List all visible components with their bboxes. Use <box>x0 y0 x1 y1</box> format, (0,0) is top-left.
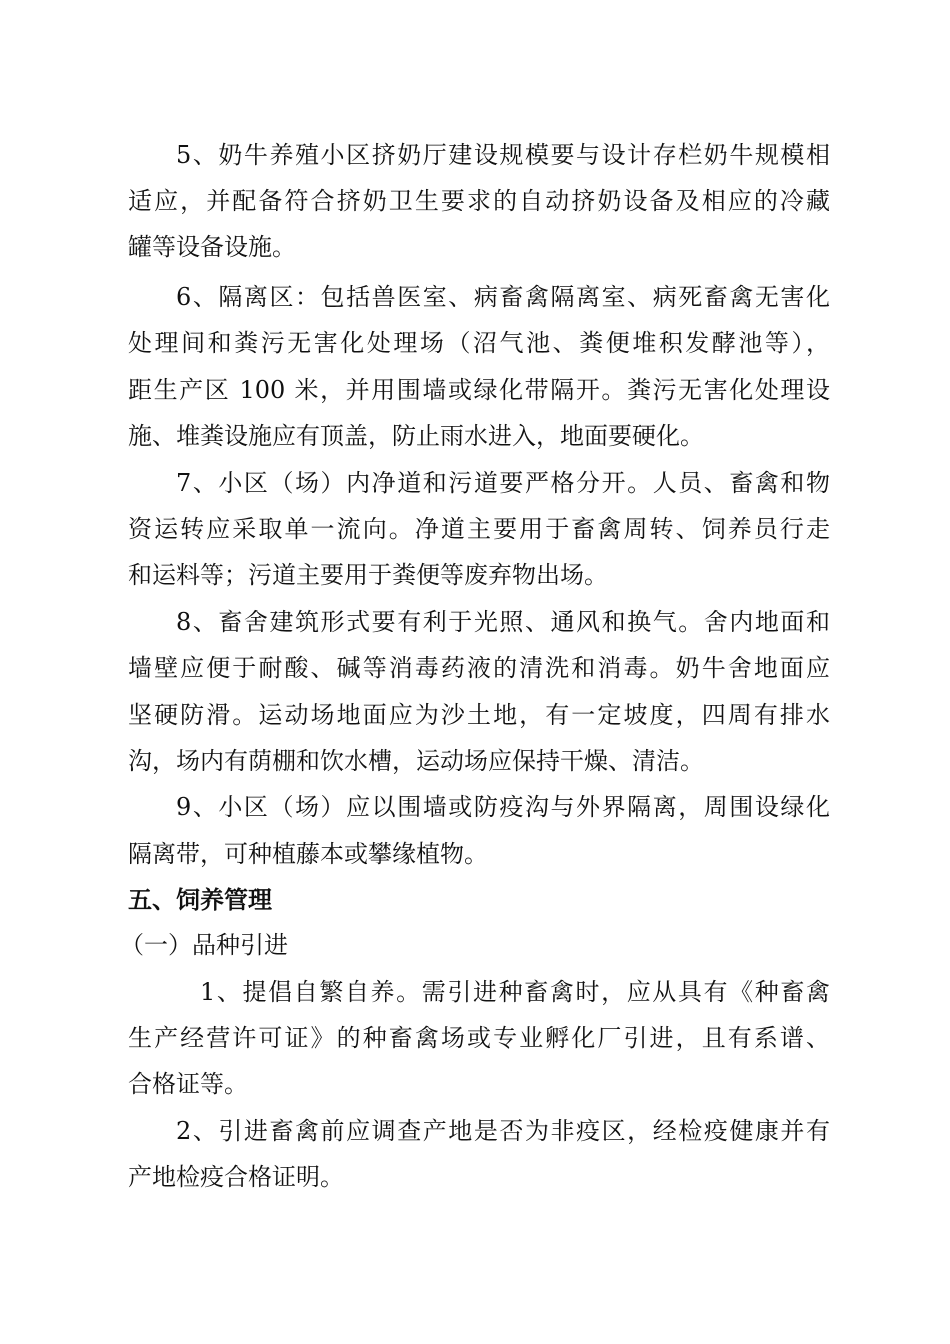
paragraph-8-line-4: 沟，场内有荫棚和饮水槽，运动场应保持干燥、清洁。 <box>128 747 704 775</box>
paragraph-7-line-3: 和运料等；污道主要用于粪便等废弃物出场。 <box>128 561 608 589</box>
paragraph-5-line-2: 适应，并配备符合挤奶卫生要求的自动挤奶设备及相应的冷藏 <box>128 187 830 215</box>
paragraph-9-line-1: 9、小区（场）应以围墙或防疫沟与外界隔离，周围设绿化 <box>176 793 830 821</box>
paragraph-9-line-2: 隔离带，可种植藤本或攀缘植物。 <box>128 840 488 868</box>
paragraph-8-line-3: 坚硬防滑。运动场地面应为沙土地，有一定坡度，四周有排水 <box>128 701 830 729</box>
section-heading: 五、饲养管理 <box>128 886 272 914</box>
paragraph-6-line-2: 处理间和粪污无害化处理场（沼气池、粪便堆积发酵池等）， <box>128 329 830 357</box>
item-1-line-3: 合格证等。 <box>128 1070 248 1098</box>
paragraph-6-line-4: 施、堆粪设施应有顶盖，防止雨水进入，地面要硬化。 <box>128 422 704 450</box>
paragraph-5-line-1: 5、奶牛养殖小区挤奶厅建设规模要与设计存栏奶牛规模相 <box>176 141 830 169</box>
item-2-line-1: 2、引进畜禽前应调查产地是否为非疫区，经检疫健康并有 <box>176 1117 830 1145</box>
paragraph-7-line-2: 资运转应采取单一流向。净道主要用于畜禽周转、饲养员行走 <box>128 515 830 543</box>
subsection-heading: （一）品种引进 <box>120 931 288 959</box>
paragraph-6-line-3: 距生产区 100 米，并用围墙或绿化带隔开。粪污无害化处理设 <box>128 376 830 404</box>
paragraph-7-line-1: 7、小区（场）内净道和污道要严格分开。人员、畜禽和物 <box>176 469 830 497</box>
item-2-line-2: 产地检疫合格证明。 <box>128 1163 344 1191</box>
paragraph-5-line-3: 罐等设备设施。 <box>128 233 296 261</box>
paragraph-8-line-2: 墙壁应便于耐酸、碱等消毒药液的清洗和消毒。奶牛舍地面应 <box>128 654 830 682</box>
paragraph-8-line-1: 8、畜舍建筑形式要有利于光照、通风和换气。舍内地面和 <box>176 608 830 636</box>
item-1-line-1: 1、提倡自繁自养。需引进种畜禽时，应从具有《种畜禽 <box>200 978 830 1006</box>
paragraph-6-line-1: 6、隔离区：包括兽医室、病畜禽隔离室、病死畜禽无害化 <box>176 283 830 311</box>
item-1-line-2: 生产经营许可证》的种畜禽场或专业孵化厂引进，且有系谱、 <box>128 1024 830 1052</box>
